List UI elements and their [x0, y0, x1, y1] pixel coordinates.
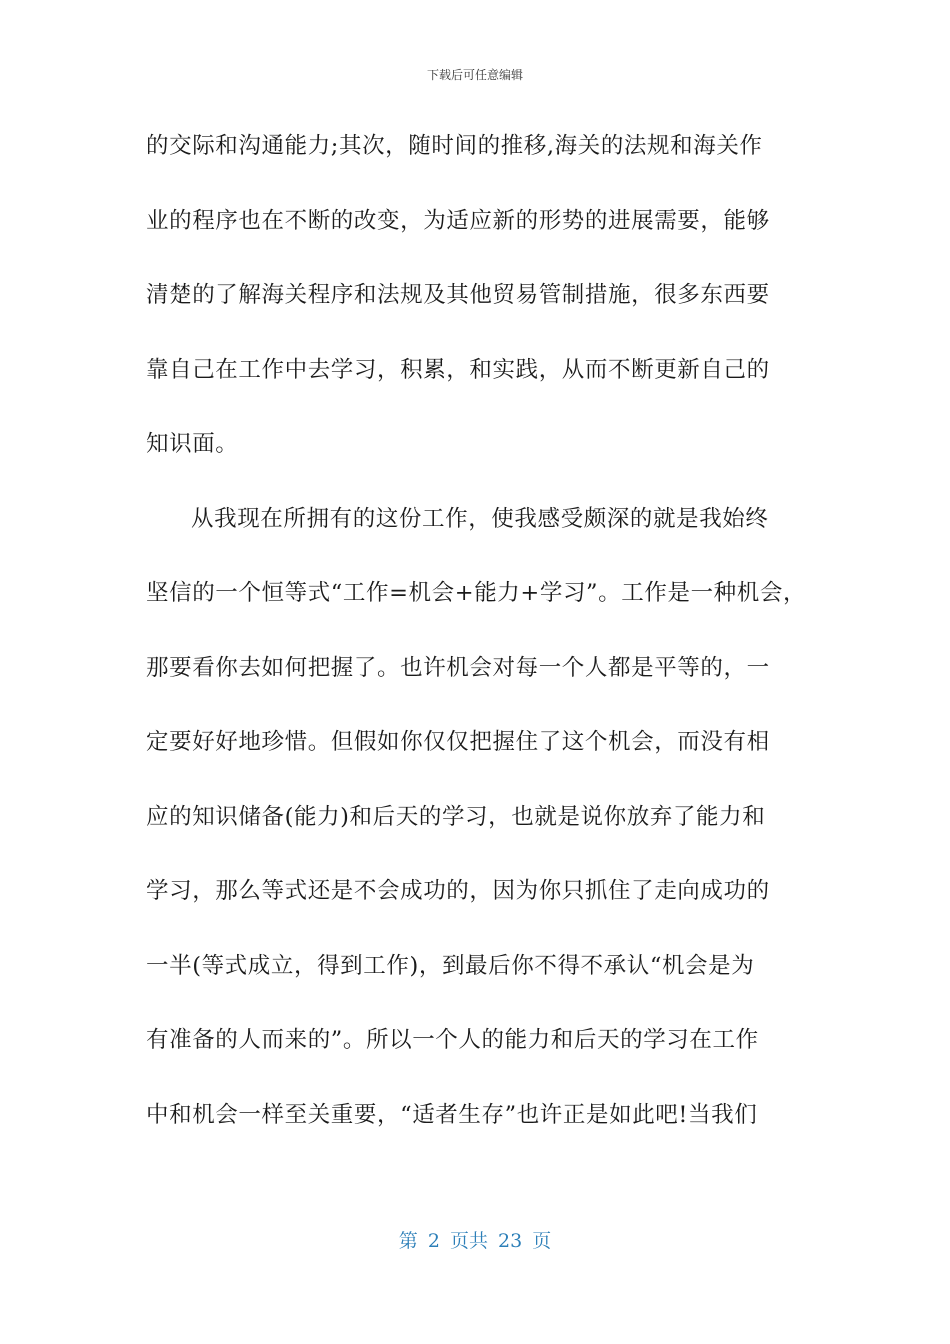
- document-body: [146, 124, 816, 1167]
- page-number-footer: [0, 1226, 950, 1253]
- body-line: 靠自己在工作中去学习，积累，和实践，从而不断更新自己的: [146, 356, 770, 383]
- body-line: 知识面。: [146, 431, 239, 457]
- body-line: 那要看你去如何把握了。也许机会对每一个人都是平等的，一: [146, 654, 770, 681]
- body-line-paragraph-start: 从我现在所拥有的这份工作，使我感受颇深的就是我始终: [191, 505, 769, 532]
- body-line: 有准备的人而来的”。所以一个人的能力和后天的学习在工作: [146, 1027, 759, 1053]
- page-header: 下载后可任意编辑: [426, 68, 523, 82]
- body-line: 学习，那么等式还是不会成功的，因为你只抓住了走向成功的: [146, 878, 770, 904]
- body-line: 坚信的一个恒等式“工作=机会+能力+学习”。工作是一种机会，: [146, 580, 807, 606]
- page-number-text: 第 2 页共 23 页: [398, 1230, 552, 1252]
- body-line: 业的程序也在不断的改变，为适应新的形势的进展需要，能够: [146, 207, 770, 234]
- body-line: 清楚的了解海关程序和法规及其他贸易管制措施，很多东西要: [146, 282, 770, 308]
- body-line: 中和机会一样至关重要，“适者生存”也许正是如此吧!当我们: [146, 1101, 758, 1128]
- body-line: 一半(等式成立，得到工作)，到最后你不得不承认“机会是为: [146, 952, 755, 979]
- body-line: 的交际和沟通能力;其次，随时间的推移,海关的法规和海关作: [146, 133, 763, 159]
- body-line: 应的知识储备(能力)和后天的学习，也就是说你放弃了能力和: [146, 803, 766, 830]
- body-line: 定要好好地珍惜。但假如你仅仅把握住了这个机会，而没有相: [146, 729, 770, 755]
